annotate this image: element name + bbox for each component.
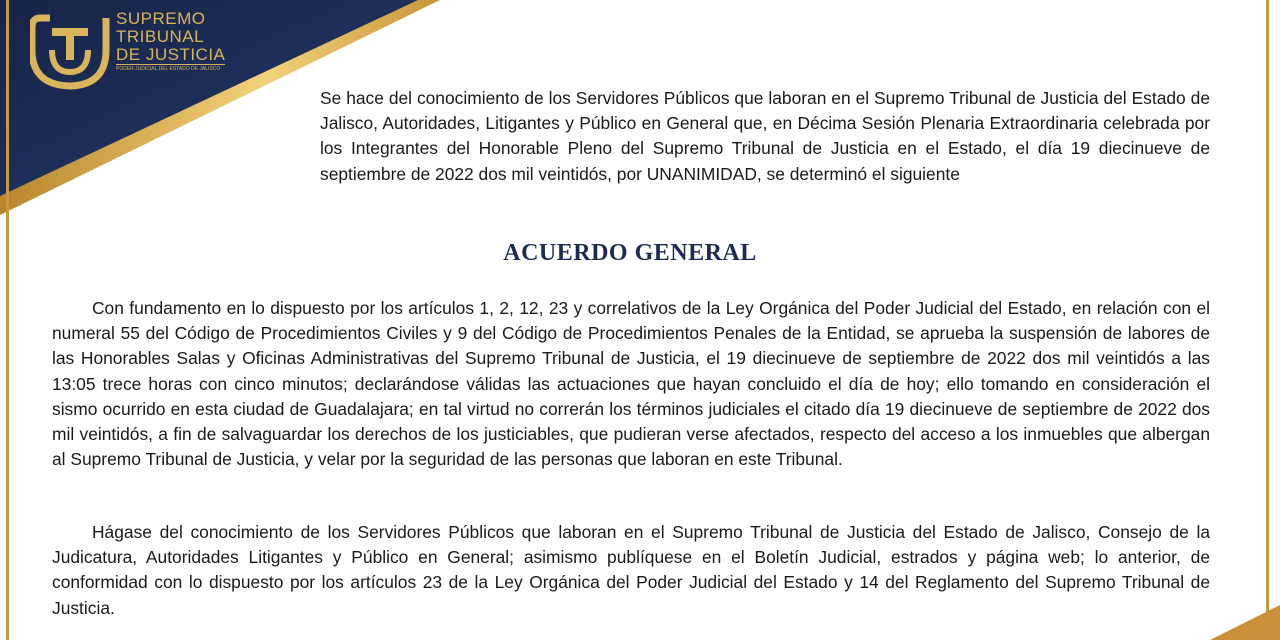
logo-line-2: TRIBUNAL [116, 27, 205, 46]
logo-line-1: SUPREMO [116, 9, 206, 28]
left-gold-line [6, 0, 9, 640]
intro-paragraph: Se hace del conocimiento de los Servidores Públicos que laboran en el Supremo Tribunal de Justicia del Estado de Jalisco, Autoridades, Litigantes y Público en General que, en Décima Sesión Plenaria Extraordinaria celebrada por los Integrantes del Honorable Pleno del Supremo Tribunal de Justicia en el Estado, el día 19 diecinueve de septiembre de 2022 dos mil veintidós, por UNANIMIDAD, se determinó el siguiente [320, 88, 1210, 184]
right-gold-line [1266, 0, 1269, 640]
stj-emblem-icon [30, 10, 110, 90]
document-title: ACUERDO GENERAL [503, 240, 757, 266]
publication-paragraph: Hágase del conocimiento de los Servidores Públicos que laboran en el Supremo Tribunal de Justicia del Estado de Jalisco, Consejo de la Judicatura, Autoridades Litigantes y Público en General; asimismo publíquese en el Boletín Judicial, estrados y página web; lo anterior, de conformidad con lo dispuesto por los artículos 23 de la Ley Orgánica del Poder Judicial del Estado y 14 del Reglamento del Supremo Tribunal de Justicia. [52, 522, 1210, 618]
logo-line-3: DE JUSTICIA [116, 45, 226, 64]
agreement-paragraph: Con fundamento en lo dispuesto por los artículos 1, 2, 12, 23 y correlativos de la Ley Orgánica del Poder Judicial del Estado, en relación con el numeral 55 del Código de Procedimientos Civiles y 9 del Código de Procedimientos Penales de la Entidad, se aprueba la suspensión de labores de las Honorables Salas y Oficinas Administrativas del Supremo Tribunal de Justicia, el 19 diecinueve de septiembre de 2022 dos mil veintidós a las 13:05 trece horas con cinco minutos; declarándose válidas las actuaciones que hayan concluido el día de hoy; ello tomando en consideración el sismo ocurrido en esta ciudad de Guadalajara; en tal virtud no correrán los términos judiciales el citado día 19 diecinueve de septiembre de 2022 dos mil veintidós, a fin de salvaguardar los derechos de los justiciables, que pudieran verse afectados, respecto del acceso a los inmuebles que albergan al Supremo Tribunal de Justicia, y velar por la seguridad de las personas que laboran en este Tribunal. [52, 298, 1210, 470]
logo-subtitle: PODER JUDICIAL DEL ESTADO DE JALISCO [116, 66, 221, 72]
corner-gold-triangle [1210, 605, 1280, 640]
institution-logo [30, 10, 225, 90]
